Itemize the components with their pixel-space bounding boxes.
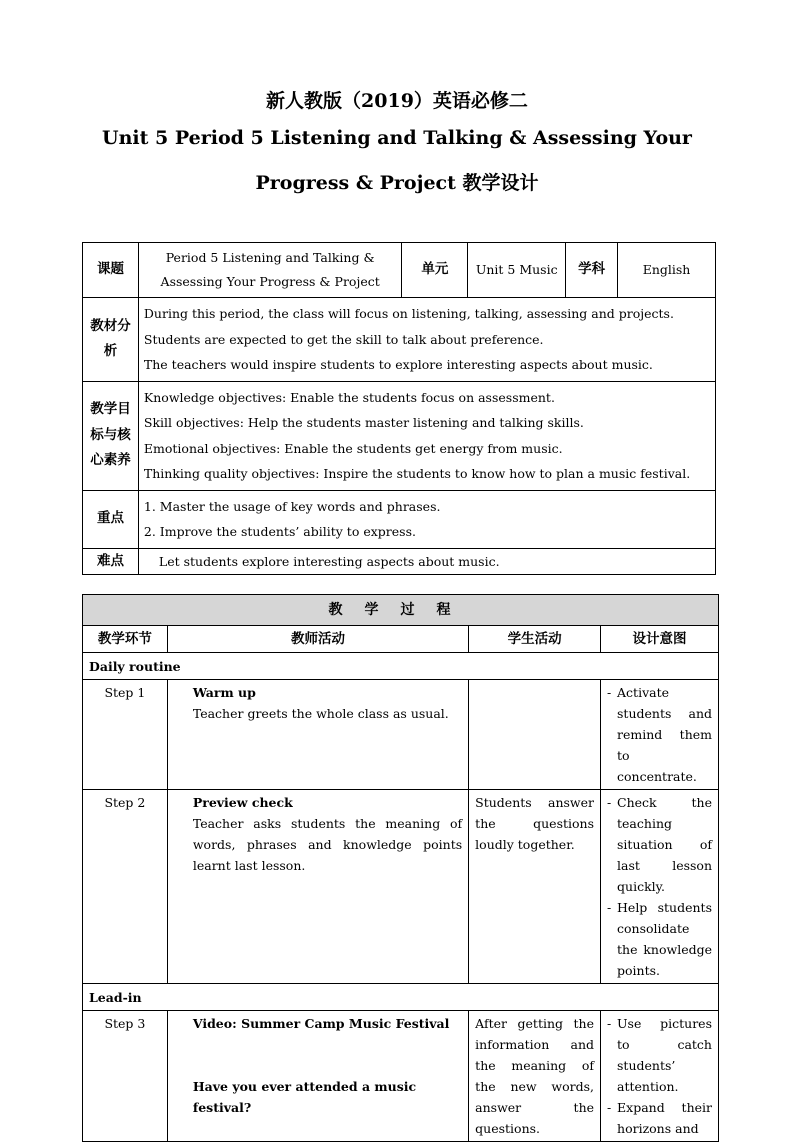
- key-points-label: 重点: [83, 490, 139, 548]
- difficulty-value: Let students explore interesting aspects about music.: [138, 548, 715, 575]
- column-header-stage: 教学环节: [83, 626, 168, 653]
- unit-label: 单元: [402, 243, 468, 298]
- intent-item: - Activate students and remind them to concentrate.: [607, 682, 712, 787]
- activity-question: Have you ever attended a music festival?: [192, 1079, 417, 1115]
- analysis-content: [138, 298, 715, 382]
- intent-item: - Check the teaching situation of last lesson quickly.: [607, 792, 712, 897]
- design-intent: [601, 1011, 719, 1142]
- section-daily-routine: Daily routine: [83, 653, 719, 680]
- analysis-line: The teachers would inspire students to explore interesting aspects about music.: [143, 357, 653, 372]
- analysis-line: During this period, the class will focus on listening, talking, assessing and projects.: [143, 306, 674, 321]
- design-intent: [601, 790, 719, 984]
- intent-item: - Expand their horizons and: [607, 1097, 712, 1139]
- activity-title: Preview check: [192, 795, 293, 810]
- lesson-info-table: [82, 242, 716, 575]
- doc-title-line3: Progress & Project 教学设计: [255, 172, 539, 194]
- key-point-line: 2. Improve the students’ ability to express.: [143, 524, 416, 539]
- key-point-line: 1. Master the usage of key words and phrases.: [143, 498, 441, 514]
- activity-title: Video: Summer Camp Music Festival: [192, 1016, 450, 1031]
- activity-text: Teacher asks students the meaning of words, phrases and knowledge points learnt last lesson.: [192, 816, 463, 873]
- analysis-line: Students are expected to get the skill to talk about preference.: [143, 331, 544, 347]
- activity-title: Warm up: [192, 685, 256, 700]
- doc-title-line1: 新人教版（2019）英语必修二: [266, 90, 528, 112]
- topic-label: 课题: [83, 243, 139, 298]
- unit-value: Unit 5 Music: [468, 243, 566, 298]
- section-lead-in: Lead-in: [83, 984, 719, 1011]
- column-header-teacher: 教师活动: [167, 626, 468, 653]
- teacher-activity: [167, 790, 468, 984]
- objectives-label: 教学目标与核心素养: [83, 381, 139, 490]
- objective-line: Knowledge objectives: Enable the students focus on assessment.: [143, 389, 555, 405]
- step-label: Step 3: [83, 1011, 168, 1142]
- difficulty-label: 难点: [83, 548, 139, 575]
- teacher-activity: [167, 680, 468, 790]
- activity-text: Teacher greets the whole class as usual.: [192, 706, 449, 721]
- step-label: Step 2: [83, 790, 168, 984]
- process-header: 教学过程: [83, 595, 719, 626]
- intent-item: - Help students consolidate the knowledge points.: [607, 897, 712, 981]
- objective-line: Thinking quality objectives: Inspire the students to know how to plan a music festival.: [143, 466, 691, 481]
- design-intent: [601, 680, 719, 790]
- doc-title-line2: Unit 5 Period 5 Listening and Talking & Assessing Your: [102, 127, 692, 149]
- objective-line: Skill objectives: Help the students master listening and talking skills.: [143, 415, 584, 430]
- key-points-content: [138, 490, 715, 548]
- step-label: Step 1: [83, 680, 168, 790]
- student-activity: After getting the information and the meaning of the new words, answer the questions.: [469, 1011, 601, 1142]
- column-header-student: 学生活动: [469, 626, 601, 653]
- objectives-content: [138, 381, 715, 490]
- subject-label: 学科: [566, 243, 618, 298]
- intent-item: - Use pictures to catch students’ attention.: [607, 1013, 712, 1097]
- student-activity: [469, 680, 601, 790]
- teacher-activity: [167, 1011, 468, 1142]
- analysis-label: 教材分析: [83, 298, 139, 382]
- objective-line: Emotional objectives: Enable the students get energy from music.: [143, 440, 563, 456]
- column-header-intent: 设计意图: [601, 626, 719, 653]
- student-activity: Students answer the questions loudly together.: [469, 790, 601, 984]
- subject-value: English: [618, 243, 716, 298]
- topic-value: Period 5 Listening and Talking & Assessing Your Progress & Project: [138, 243, 401, 298]
- teaching-process-table: [82, 594, 719, 1142]
